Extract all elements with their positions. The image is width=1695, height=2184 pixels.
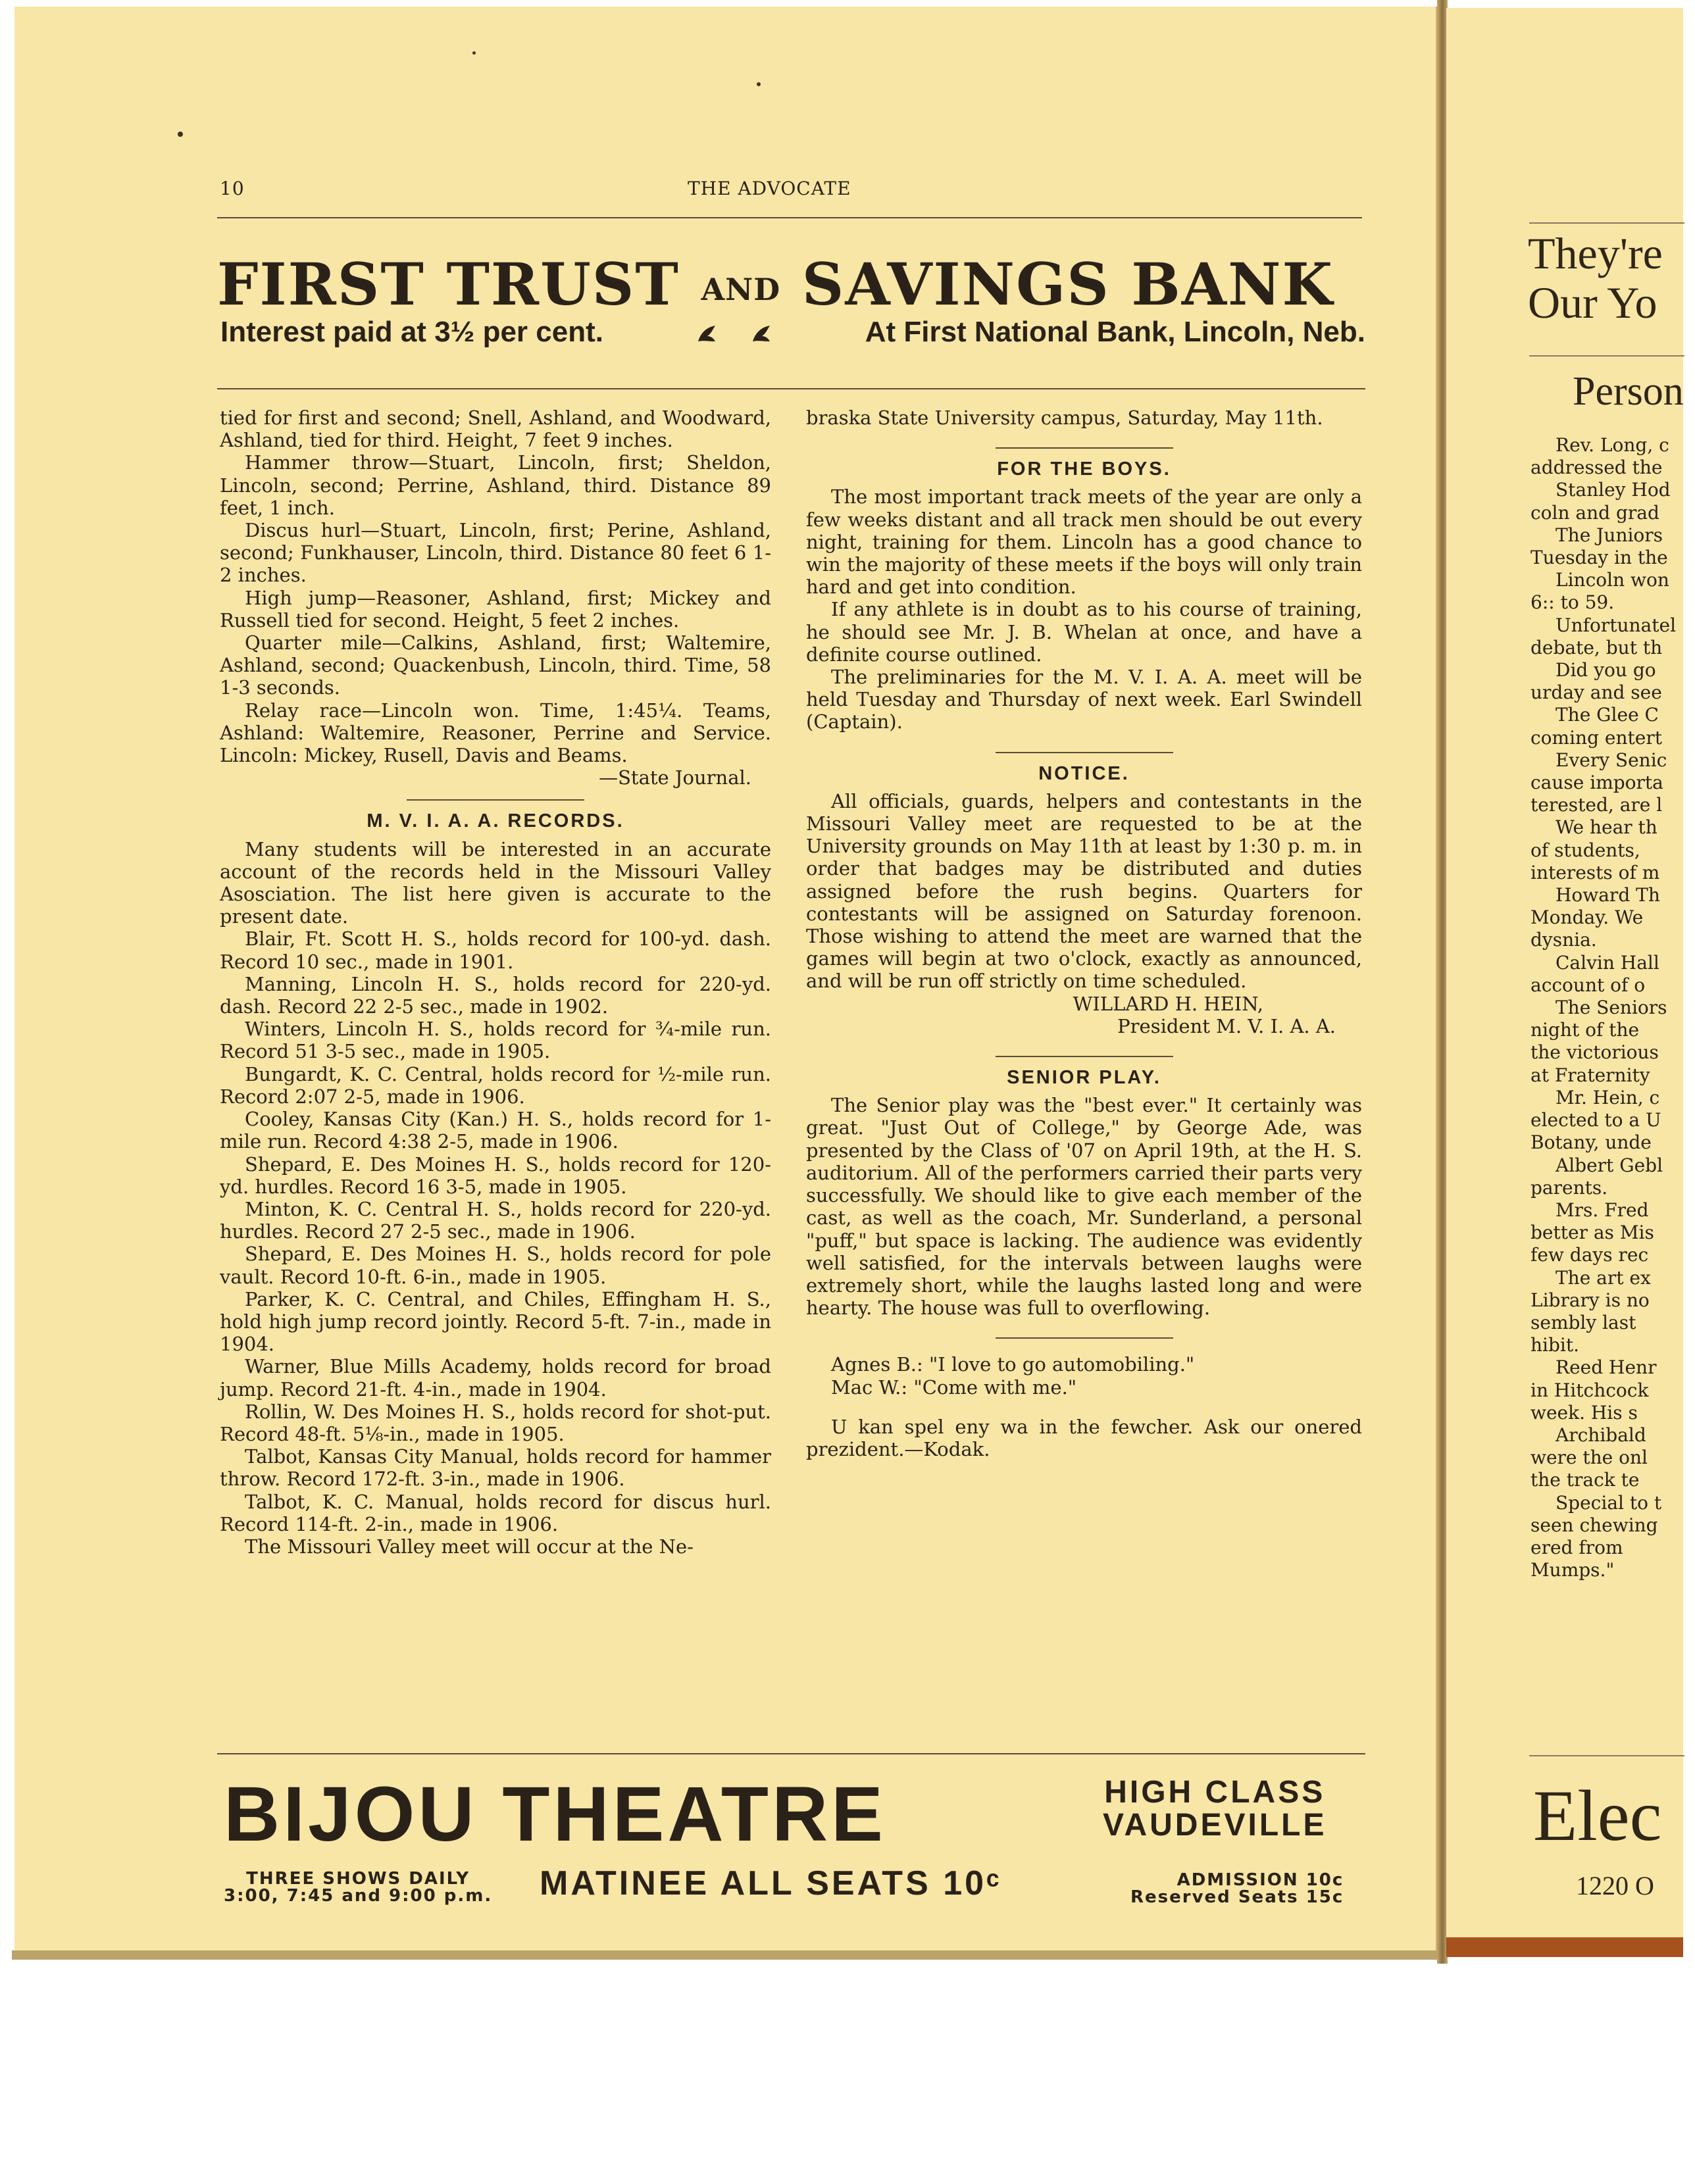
next-page-line: sembly last xyxy=(1531,1311,1636,1333)
bank-name-right: SAVINGS BANK xyxy=(801,250,1334,318)
bijou-admission-line1: ADMISSION 10c xyxy=(1176,1870,1344,1890)
scan-speck xyxy=(757,82,761,86)
bank-name-left: FIRST TRUST xyxy=(217,250,680,318)
notice-signature-title: President M. V. I. A. A. xyxy=(1117,1014,1336,1037)
next-page-line: parents. xyxy=(1531,1176,1608,1199)
record-paragraph: Winters, Lincoln H. S., holds record for ¾-mile run. Record 51 3-5 sec., made in 1905. xyxy=(220,1018,771,1063)
next-page-bottom-ad: Elec xyxy=(1533,1775,1662,1856)
article-paragraph: tied for first and second; Snell, Ashland, and Woodward, Ashland, tied for third. Height, 7 feet 9 inches. xyxy=(220,407,771,452)
record-paragraph: Bungardt, K. C. Central, holds record for ½-mile run. Record 2:07 2-5, made in 1906. xyxy=(220,1062,771,1108)
bijou-shows-line2: 3:00, 7:45 and 9:00 p.m. xyxy=(224,1886,493,1906)
next-page-column xyxy=(1531,434,1676,1581)
next-page-line: account of o xyxy=(1531,974,1646,996)
record-paragraph: Blair, Ft. Scott H. S., holds record for 100-yd. dash. Record 10 sec., made in 1901. xyxy=(220,928,771,973)
next-page-line: Stanley Hod xyxy=(1556,479,1671,501)
next-page-line: Special to t xyxy=(1556,1491,1662,1514)
next-page-line: were the onl xyxy=(1531,1447,1648,1469)
next-page-line: coming entert xyxy=(1531,726,1662,749)
next-page-ad-line1: They're xyxy=(1528,228,1663,278)
boys-heading: FOR THE BOYS. xyxy=(997,459,1171,480)
next-page-line: of students, xyxy=(1531,839,1640,861)
next-page-line: Rev. Long, c xyxy=(1556,434,1669,456)
next-page-line: Lincoln won xyxy=(1556,569,1669,591)
section-rule xyxy=(996,447,1173,449)
next-page-line: hibit. xyxy=(1531,1334,1580,1356)
bank-ad-subline xyxy=(220,316,1365,349)
record-paragraph: Minton, K. C. Central H. S., holds record for 220-yd. hurdles. Record 27 2-5 sec., made in 1906. xyxy=(220,1197,771,1243)
bank-ornaments xyxy=(696,316,772,349)
joke-paragraph: U kan spel eny wa in the fewcher. Ask our onered prezident.—Kodak. xyxy=(806,1415,1362,1460)
record-paragraph: Many students will be interested in an accurate account of the records held in the Missouri Valley Asosciation. The list here given is accurate to the present date. xyxy=(220,837,771,928)
quote-line: Mac W.: "Come with me." xyxy=(831,1376,1077,1399)
next-page-line: seen chewing xyxy=(1531,1514,1658,1536)
next-page-line: dysnia. xyxy=(1531,929,1597,951)
next-page-rule xyxy=(1529,355,1684,357)
left-column xyxy=(220,407,771,1558)
next-page-address: 1220 O xyxy=(1576,1871,1654,1900)
bank-name-and: AND xyxy=(701,272,781,307)
next-page-line: urday and see xyxy=(1531,682,1662,704)
article-paragraph: High jump—Reasoner, Ashland, first; Mickey and Russell tied for second. Height, 5 feet 2 inches. xyxy=(220,586,771,632)
next-page-line: Monday. We xyxy=(1531,906,1644,929)
next-page-heading: Person xyxy=(1573,369,1684,414)
record-paragraph: Warner, Blue Mills Academy, holds record for broad jump. Record 21-ft. 4-in., made in 1904. xyxy=(220,1355,771,1401)
next-page-line: Tuesday in the xyxy=(1531,547,1668,569)
bijou-ad-rule xyxy=(217,1753,1365,1754)
next-page-line: debate, but th xyxy=(1531,636,1663,658)
next-page-line: Howard Th xyxy=(1556,884,1660,906)
next-page-line: night of the xyxy=(1531,1019,1640,1041)
bijou-title: BIJOU THEATRE xyxy=(224,1771,886,1858)
notice-heading: NOTICE. xyxy=(1038,762,1130,784)
next-page-line: The art ex xyxy=(1556,1266,1651,1289)
bank-location: At First National Bank, Lincoln, Neb. xyxy=(865,316,1365,348)
next-page-bottom-edge xyxy=(1446,1937,1683,1957)
notice-signature-name: WILLARD H. HEIN, xyxy=(1073,992,1263,1015)
next-page-line: Botany, unde xyxy=(1531,1131,1652,1154)
header-rule xyxy=(217,217,1362,218)
next-page-line: the victorious xyxy=(1531,1041,1659,1064)
next-page-ad-line2: Our Yo xyxy=(1528,278,1657,328)
bijou-matinee: MATINEE ALL SEATS 10ᶜ xyxy=(540,1864,1002,1902)
next-page-line: Mrs. Fred xyxy=(1556,1199,1649,1221)
next-page-line: week. His s xyxy=(1531,1401,1638,1424)
bank-ad-rule xyxy=(217,388,1365,389)
next-page-line: better as Mis xyxy=(1531,1222,1654,1244)
next-page-line: interests of m xyxy=(1531,861,1660,883)
next-page-line: few days rec xyxy=(1531,1244,1649,1266)
next-page-line: Every Senic xyxy=(1556,749,1667,771)
boys-paragraph: The most important track meets of the year are only a few weeks distant and all track men should be out every night, training for them. Lincoln has a good chance to win the majority of these meets if the boys will only train hard and get into condition. xyxy=(806,485,1362,599)
record-paragraph: Shepard, E. Des Moines H. S., holds record for 120-yd. hurdles. Record 16 3-5, made in 1905. xyxy=(220,1153,771,1198)
record-paragraph: Talbot, Kansas City Manual, holds record for hammer throw. Record 172-ft. 3-in., made in 1906. xyxy=(220,1445,771,1491)
next-page-line: Mr. Hein, c xyxy=(1556,1086,1660,1108)
scan-speck xyxy=(472,51,476,55)
article-continuation: braska State University campus, Saturday, May 11th. xyxy=(806,407,1323,429)
next-page-line: Did you go xyxy=(1556,659,1656,682)
section-rule xyxy=(996,1337,1173,1339)
play-heading: SENIOR PLAY. xyxy=(1007,1067,1161,1089)
article-source: —State Journal. xyxy=(599,766,751,789)
play-paragraph: The Senior play was the "best ever." It certainly was great. "Just Out of College," by George Ade, was presented by the Class of '07 on April 19th, at the H. S. auditorium. All of the performers carried their parts very successfully. We should like to give each member of the cast, as well as the coach, Mr. Sunderland, a personal "puff," but space is lacking. The audience was evidently well satisfied, for the intervals between laughs were extremely short, while the laughs lasted long and were hearty. The house was full to overflowing. xyxy=(806,1094,1362,1320)
boys-paragraph: The preliminaries for the M. V. I. A. A. meet will be held Tuesday and Thursday of next week. Earl Swindell (Captain). xyxy=(806,666,1362,733)
record-paragraph: Rollin, W. Des Moines H. S., holds record for shot-put. Record 48-ft. 5⅛-in., made in 1905. xyxy=(220,1400,771,1445)
article-paragraph: Discus hurl—Stuart, Lincoln, first; Perine, Ashland, second; Funkhauser, Lincoln, third. Distance 80 feet 6 1-2 inches. xyxy=(220,519,771,587)
next-page-line: in Hitchcock xyxy=(1531,1379,1649,1401)
page-number: 10 xyxy=(220,178,245,199)
next-page-line: Reed Henr xyxy=(1556,1356,1657,1379)
fleuron-icon xyxy=(750,323,772,344)
next-page-line: Albert Gebl xyxy=(1556,1154,1663,1176)
next-page-line: cause importa xyxy=(1531,772,1663,794)
next-page-line: Unfortunatel xyxy=(1556,614,1677,636)
article-paragraph: Hammer throw—Stuart, Lincoln, first; Sheldon, Lincoln, second; Perrine, Ashland, third. Distance 89 feet, 1 inch. xyxy=(220,451,771,519)
next-page-line: coln and grad xyxy=(1531,501,1659,524)
next-page-line: The Juniors xyxy=(1556,524,1663,546)
next-page-line: We hear th xyxy=(1556,816,1657,839)
bank-interest: Interest paid at 3½ per cent. xyxy=(220,316,603,348)
bijou-admission xyxy=(1130,1872,1344,1906)
next-page-line: The Glee C xyxy=(1556,704,1659,726)
bijou-class xyxy=(1103,1776,1327,1842)
article-paragraph: Relay race—Lincoln won. Time, 1:45¼. Teams, Ashland: Waltemire, Reasoner, Perrine and Service. Lincoln: Mickey, Rusell, Davis and Beams. xyxy=(220,699,771,767)
next-page-line: elected to a U xyxy=(1531,1109,1661,1131)
records-heading: M. V. I. A. A. RECORDS. xyxy=(367,810,624,832)
bijou-class-line2: VAUDEVILLE xyxy=(1103,1808,1327,1843)
next-page-line: at Fraternity xyxy=(1531,1064,1650,1086)
next-page-line: the track te xyxy=(1531,1469,1640,1491)
record-paragraph: Shepard, E. Des Moines H. S., holds record for pole vault. Record 10-ft. 6-in., made in 1905. xyxy=(220,1243,771,1288)
notice-paragraph: All officials, guards, helpers and contestants in the Missouri Valley meet are requested to be at the University grounds on May 11th at least by 1:30 p. m. in order that badges may be distributed and duties assigned before the rush begins. Quarters for contestants will be assigned on Saturday forenoon. Those wishing to attend the meet are warned that the games will begin at two o'clock, exactly as announced, and will be run off strictly on time scheduled. xyxy=(806,789,1362,993)
bijou-admission-line2: Reserved Seats 15c xyxy=(1130,1887,1344,1907)
section-rule xyxy=(996,752,1173,753)
record-paragraph: Cooley, Kansas City (Kan.) H. S., holds record for 1-mile run. Record 4:38 2-5, made in 1906. xyxy=(220,1108,771,1153)
bijou-shows-line1: THREE SHOWS DAILY xyxy=(246,1869,470,1889)
fleuron-icon xyxy=(696,323,718,344)
boys-paragraph: If any athlete is in doubt as to his course of training, he should see Mr. J. B. Whelan at once, and have a definite course outlined. xyxy=(806,598,1362,666)
record-paragraph: Talbot, K. C. Manual, holds record for discus hurl. Record 114-ft. 2-in., made in 1906. xyxy=(220,1490,771,1535)
next-page-line: addressed the xyxy=(1531,457,1663,479)
section-rule xyxy=(407,799,584,801)
next-page-line: Archibald xyxy=(1556,1424,1646,1446)
record-paragraph: The Missouri Valley meet will occur at the Ne- xyxy=(245,1535,694,1558)
record-paragraph: Parker, K. C. Central, and Chiles, Effingham H. S., hold high jump record jointly. Record 5-ft. 7-in., made in 1904. xyxy=(220,1287,771,1356)
scan-speck xyxy=(178,132,183,137)
next-page-line: ered from xyxy=(1531,1536,1623,1558)
next-page-line: Mumps." xyxy=(1531,1559,1615,1581)
next-page-line: 6:: to 59. xyxy=(1531,591,1615,614)
bijou-class-line1: HIGH CLASS xyxy=(1104,1775,1326,1810)
quote-line: Agnes B.: "I love to go automobiling." xyxy=(831,1353,1195,1376)
bijou-shows xyxy=(224,1870,492,1904)
record-paragraph: Manning, Lincoln H. S., holds record for 220-yd. dash. Record 22 2-5 sec., made in 1902. xyxy=(220,972,771,1018)
bank-ad-title xyxy=(217,250,1369,318)
next-page-line: Library is no xyxy=(1531,1289,1650,1311)
running-title: THE ADVOCATE xyxy=(688,178,851,199)
page-edge-shadow xyxy=(12,1950,1440,1960)
article-paragraph: Quarter mile—Calkins, Ashland, first; Waltemire, Ashland, second; Quackenbush, Lincoln, third. Time, 58 1-3 seconds. xyxy=(220,632,771,699)
next-page-rule xyxy=(1529,222,1684,224)
next-page-line: Calvin Hall xyxy=(1556,951,1659,974)
section-rule xyxy=(996,1056,1173,1057)
next-page-rule xyxy=(1529,1755,1684,1756)
next-page-line: terested, are l xyxy=(1531,794,1663,816)
right-column xyxy=(806,407,1362,1460)
next-page-line: The Seniors xyxy=(1556,997,1667,1019)
